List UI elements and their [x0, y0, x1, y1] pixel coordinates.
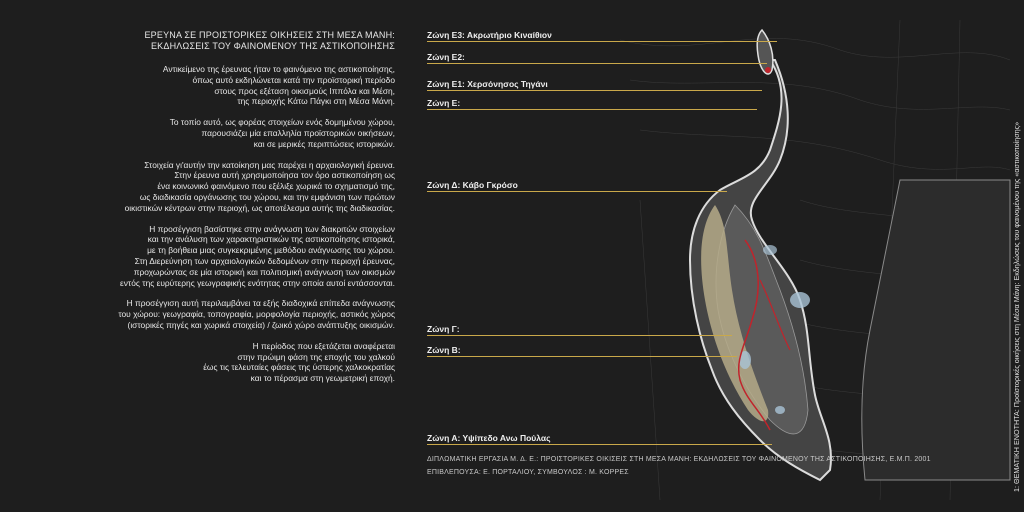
zone-b-label: Ζώνη Β: — [427, 345, 461, 355]
text-line: έως τις τελευταίες φάσεις της ύστερης χαλκοκρατίας — [203, 362, 395, 373]
text-line: οικιστικών κέντρων στην περιοχή, ως αποτέλεσμα αυτής της διαδικασίας. — [124, 202, 395, 213]
cape-marker — [765, 67, 771, 73]
paragraph-4 — [110, 224, 395, 289]
text-line: Αντικείμενο της έρευνας ήταν το φαινόμενο της αστικοποίησης, — [162, 64, 395, 74]
paragraph-1 — [110, 64, 395, 107]
vertical-caption: 1: ΘΕΜΑΤΙΚΗ ΕΝΟΤΗΤΑ: Προϊστορικές οικήσεις στη Μέσα Μάνη: Εκδηλώσεις του φαινομένου της «αστικοποίησης» — [1012, 121, 1021, 492]
zone-c-label: Ζώνη Γ: — [427, 324, 460, 334]
text-line: και σε μερικές περιπτώσεις ιστορικών. — [253, 138, 395, 149]
text-line: και την ανάλυση των χαρακτηριστικών της αστικοποίησης ιστορικά, — [147, 234, 395, 245]
page-title — [110, 30, 395, 52]
zone-a-label: Ζώνη Α: Υψίπεδο Ανω Πούλας — [427, 433, 551, 443]
zone-b-line — [427, 356, 737, 357]
title-line-1: ΕΡΕΥΝΑ ΣΕ ΠΡΟΙΣΤΟΡΙΚΕΣ ΟΙΚΗΣΕΙΣ ΣΤΗ ΜΕΣΑ ΜΑΝΗ: — [144, 30, 395, 40]
text-line: Στη Διερεύνηση των αρχαιολογικών δεδομένων στην περιοχή έρευνας, — [134, 255, 395, 266]
patch — [763, 245, 777, 255]
text-line: εντός της ευρύτερης γεωγραφικής ενότητας στην οποία αυτοί εντάσσονται. — [120, 277, 395, 288]
zone-e1-line — [427, 90, 762, 91]
patch — [790, 292, 810, 308]
zone-e-label: Ζώνη Ε: — [427, 98, 461, 108]
text-line: Στοιχεία γι'αυτήν την κατοίκηση μας παρέχει η αρχαιολογική έρευνα. — [144, 159, 395, 170]
credits-line-1: ΔΙΠΛΩΜΑΤΙΚΗ ΕΡΓΑΣΙΑ Μ. Δ. Ε.: ΠΡΟΙΣΤΟΡΙΚΕΣ ΟΙΚΙΣΕΙΣ ΣΤΗ ΜΕΣΑ ΜΑΝΗ: ΕΚΔΗΛΩΣΕΙΣ ΤΟΥ ΦΑΙΝΟΜΕΝΟΥ ΤΗΣ ΑΣΤΙΚΟΠΟΙΗΣΗΣ, Ε.Μ.Π. 2001 — [427, 456, 931, 463]
zone-e1-label: Ζώνη Ε1: Χερσόνησος Τηγάνι — [427, 79, 548, 89]
paragraph-2 — [110, 117, 395, 149]
text-line: του χώρου: γεωγραφία, τοπογραφία, μορφολογία περιοχής, αστικός χώρος — [118, 309, 395, 320]
paragraph-3 — [110, 160, 395, 214]
credits-block — [427, 453, 931, 479]
text-line: ένα κοινωνικό φαινόμενο που εξέλιξε χωρικά το σχηματισμό της, — [157, 181, 395, 192]
zone-e3-label: Ζώνη Ε3: Ακρωτήριο Κιναίθιον — [427, 30, 552, 40]
text-line: στην πρώιμη φάση της εποχής του χαλκού — [237, 351, 395, 362]
eastern-coast — [862, 180, 1010, 480]
cape-kinaithion — [757, 30, 773, 74]
text-line: (ιστορικές πηγές και χωρικά στοιχεία) / ζωικό χώρο ανάπτυξης οικισμών. — [127, 319, 395, 330]
text-line: στους προς εξέταση οικισμούς Ιππόλα και Μέση, — [214, 85, 395, 96]
text-line: προχωρώντας σε μία ιστορική και πολιτισμική ανάγνωση των οικισμών — [133, 266, 395, 277]
credits-line-2: ΕΠΙΒΛΕΠΟΥΣΑ: Ε. ΠΟΡΤΑΛΙΟΥ, ΣΥΜΒΟΥΛΟΣ : Μ. ΚΟΡΡΕΣ — [427, 469, 629, 476]
zone-c-line — [427, 335, 732, 336]
zone-d-label: Ζώνη Δ: Κάβο Γκρόσο — [427, 180, 518, 190]
zone-d-line — [427, 191, 727, 192]
text-line: ως διαδικασία οργάνωσης του χώρου, και την εμφάνιση των πρώτων — [139, 191, 395, 202]
text-line: όπως αυτό εκδηλώνεται κατά την προϊστορική περίοδο — [192, 74, 395, 85]
zone-e2-label: Ζώνη Ε2: — [427, 52, 465, 62]
text-line: παρουσιάζει μία επαλληλία προϊστορικών οικήσεων, — [201, 127, 395, 138]
text-line: Η περίοδος που εξετάζεται αναφέρεται — [252, 340, 395, 351]
text-line: της περιοχής Κάτω Πάγκι στη Μέσα Μάνη. — [237, 96, 395, 107]
text-line: Η προσέγγιση αυτή περιλαμβάνει τα εξής διαδοχικά επίπεδα ανάγνωσης — [126, 298, 395, 309]
patch — [775, 406, 785, 414]
text-line: Το τοπίο αυτό, ως φορέας στοιχείων ενός δομημένου χώρου, — [169, 117, 395, 128]
paragraph-5 — [110, 298, 395, 330]
zone-a-line — [427, 444, 772, 445]
zone-e-line — [427, 109, 757, 110]
text-line: με τη βοήθεια μιας συγκεκριμένης μεθόδου ανάγνωσης του χώρου. — [147, 245, 395, 256]
intro-text-block — [110, 30, 395, 394]
title-line-2: ΕΚΔΗΛΩΣΕΙΣ ΤΟΥ ΦΑΙΝΟΜΕΝΟΥ ΤΗΣ ΑΣΤΙΚΟΠΟΙΗΣΗΣ — [150, 41, 395, 51]
text-line: και το πέρασμα στη γεωμετρική εποχή. — [250, 373, 395, 384]
text-line: Στην έρευνα αυτή χρησιμοποίησα τον όρο αστικοποίηση ως — [174, 170, 395, 181]
text-line: Η προσέγγιση βασίστηκε στην ανάγνωση των διακριτών στοιχείων — [149, 223, 395, 234]
zone-e3-line — [427, 41, 777, 42]
zone-e2-line — [427, 63, 767, 64]
paragraph-6 — [110, 341, 395, 384]
